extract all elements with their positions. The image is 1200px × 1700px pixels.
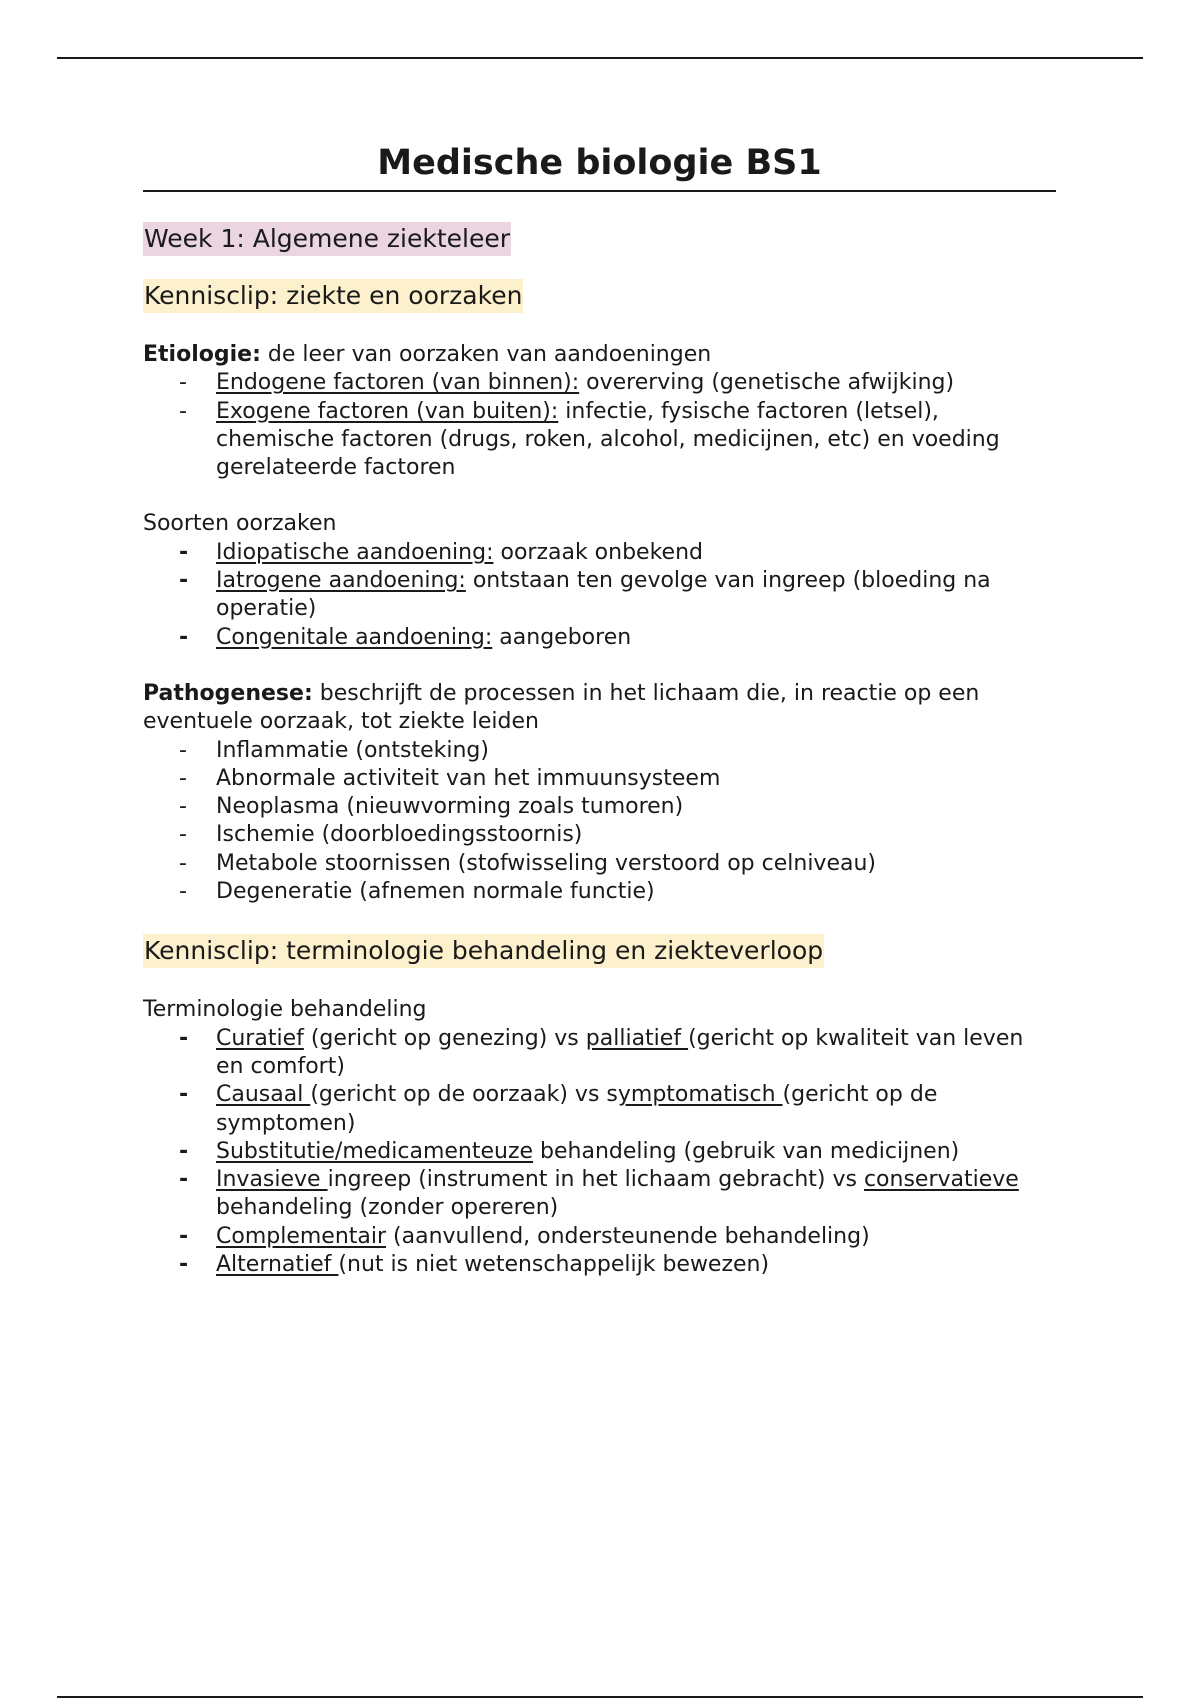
list-item: - Invasieve ingreep (instrument in het lichaam gebracht) vs conservatieve behandeling (zonder opereren)	[179, 1167, 1019, 1221]
list-item: - Congenitale aandoening: aangeboren	[179, 624, 632, 650]
list-item: - Iatrogene aandoening: ontstaan ten gevolge van ingreep (bloeding na operatie)	[179, 568, 991, 622]
list-item: - Metabole stoornissen (stofwisseling verstoord op celniveau)	[179, 850, 876, 876]
list-item: - Ischemie (doorbloedingsstoornis)	[179, 822, 583, 848]
page-bottom-rule	[57, 1696, 1143, 1698]
list-item: - Curatief (gericht op genezing) vs palliatief (gericht op kwaliteit van leven en comfort)	[179, 1025, 1024, 1079]
soorten-oorzaken-label: Soorten oorzaken	[143, 511, 337, 537]
list-item: - Substitutie/medicamenteuze behandeling (gebruik van medicijnen)	[179, 1138, 960, 1164]
list-item: - Idiopatische aandoening: oorzaak onbekend	[179, 539, 703, 565]
week-heading: Week 1: Algemene ziekteleer	[143, 222, 511, 256]
list-item: - Complementair (aanvullend, ondersteunende behandeling)	[179, 1223, 870, 1249]
terminologie-list	[143, 1025, 1056, 1280]
section-heading-ziekte-oorzaken: Kennisclip: ziekte en oorzaken	[143, 279, 523, 313]
pathogenese-term: Pathogenese:	[143, 680, 313, 706]
pathogenese-list	[143, 737, 1056, 907]
list-item: - Endogene factoren (van binnen): overerving (genetische afwijking)	[179, 370, 955, 396]
page-top-rule	[57, 57, 1143, 59]
etiologie-term: Etiologie:	[143, 342, 261, 367]
section-heading-terminologie: Kennisclip: terminologie behandeling en ziekteverloop	[143, 934, 824, 968]
soorten-oorzaken-list	[143, 539, 1056, 652]
document-body	[143, 138, 1056, 1279]
list-item: - Degeneratie (afnemen normale functie)	[179, 879, 655, 905]
list-item: - Exogene factoren (van buiten): infectie, fysische factoren (letsel), chemische factoren (drugs, roken, alcohol, medicijnen, etc) en voeding gerelateerde factoren	[179, 398, 1000, 481]
terminologie-label: Terminologie behandeling	[143, 997, 427, 1023]
list-item: - Alternatief (nut is niet wetenschappelijk bewezen)	[179, 1252, 770, 1278]
list-item: - Inflammatie (ontsteking)	[179, 737, 489, 763]
document-title: Medische biologie BS1	[143, 138, 1056, 192]
etiologie-list	[143, 369, 1056, 482]
list-item: - Neoplasma (nieuwvorming zoals tumoren)	[179, 794, 684, 820]
etiologie-definition: Etiologie: de leer van oorzaken van aandoeningen	[143, 342, 712, 367]
list-item: - Abnormale activiteit van het immuunsysteem	[179, 765, 721, 791]
list-item: - Causaal (gericht op de oorzaak) vs symptomatisch (gericht op de symptomen)	[179, 1082, 938, 1136]
pathogenese-definition: Pathogenese: beschrijft de processen in het lichaam die, in reactie op een eventuele oorzaak, tot ziekte leiden	[143, 680, 980, 735]
